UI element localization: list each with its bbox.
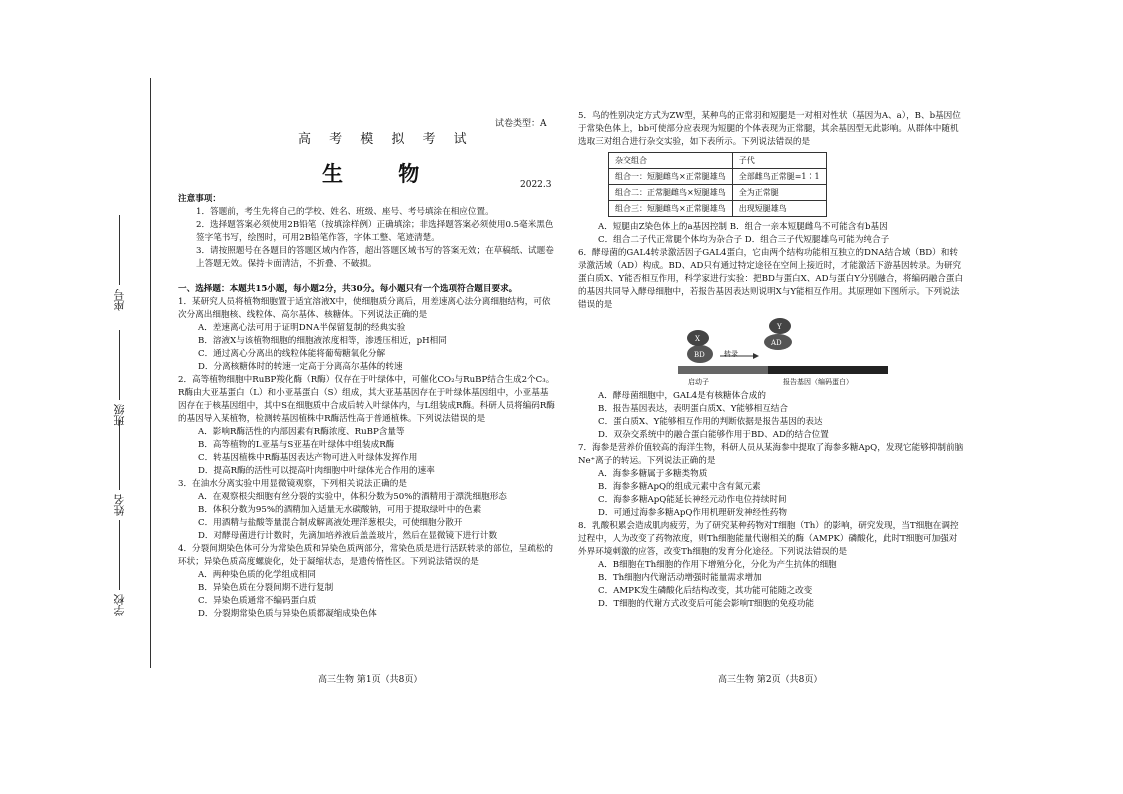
option: C．转基因植株中R酶基因表达产物可进入叶绿体发挥作用 bbox=[198, 453, 418, 463]
seat-underline bbox=[120, 215, 121, 285]
option: B．高等植物的L亚基与S亚基在叶绿体中组装成R酶 bbox=[198, 440, 395, 450]
option: C．海参多糖ApQ能延长神经元动作电位持续时间 bbox=[598, 495, 787, 505]
binding-line bbox=[150, 78, 151, 668]
option: C．AMPK发生磷酸化后结构改变，其功能可能随之改变 bbox=[598, 586, 813, 596]
question-stem: 3．在油水分离实验中用显微镜观察，下列相关说法正确的是 bbox=[178, 479, 407, 489]
section-heading: 一、选择题：本题共15小题，每小题2分，共30分。每小题只有一个选项符合题目要求。 bbox=[178, 284, 518, 294]
table-cell: 全为正常腿 bbox=[732, 185, 826, 201]
question-stem: 2．高等植物细胞中RuBP羧化酶（R酶）仅存在于叶绿体中，可催化CO₂与RuBP结合生成2个C₃。R酶由大亚基蛋白（L）和小亚基蛋白（S）组成，其大亚基基因存在于叶绿体基因组中，小亚基基因存在于核基因组中，其中S在细胞质中合成后转入叶绿体内，与L组装成R酶。科研人员将编码R酶的基因导入某植物，检测转基因植株中R酶活性高于普通植株。下列说法错误的是 bbox=[178, 375, 555, 424]
paper-type: 试卷类型：A bbox=[495, 119, 547, 129]
question-stem: 8．乳酸积累会造成肌肉疲劳，为了研究某种药物对T细胞（Th）的影响，研究发现，当T细胞在调控过程中，人为改变了药物浓度，则Th细胞能量代谢相关的酶（AMPK）磷酸化，此时T细胞可加强对外界环境刺激的应答，改变Th细胞的发育分化途径。下列说法错误的是 bbox=[578, 521, 959, 557]
question-stem: 5．鸟的性别决定方式为ZW型，某种鸟的正常羽和短腿是一对相对性状（基因为A、a），B、b基因位于常染色体上，bb可使部分应表现为短腿的个体表现为正常腿，其余基因型无此影响。从群体中随机选取三对组合进行杂交实验，如下表所示。下列说法错误的是 bbox=[578, 111, 961, 147]
cross-table bbox=[608, 152, 827, 217]
option: D．可通过海参多糖ApQ作用机理研发神经性药物 bbox=[598, 508, 787, 518]
table-row bbox=[609, 185, 827, 201]
y-label: Y bbox=[777, 323, 782, 331]
exam-date: 2022.3 bbox=[520, 180, 552, 190]
table-cell: 组合一：短腿雌鸟×正常腿雄鸟 bbox=[609, 169, 733, 185]
name-underline bbox=[120, 420, 121, 490]
class-label: 班级 bbox=[113, 404, 126, 426]
option: B．溶液X与该植物细胞的细胞液浓度相等，渗透压相近，pH相同 bbox=[198, 336, 447, 346]
school-label: 学校 bbox=[113, 594, 126, 616]
option: A．短腿由Z染色体上的a基因控制 B．组合一亲本短腿雌鸟不可能含有b基因 bbox=[598, 222, 888, 232]
option: A．酵母菌细胞中，GAL4是有核糖体合成的 bbox=[598, 391, 766, 401]
table-row bbox=[609, 169, 827, 185]
option: D．T细胞的代谢方式改变后可能会影响T细胞的免疫功能 bbox=[598, 599, 815, 609]
option: C．蛋白质X、Y能够相互作用的判断依据是报告基因的表达 bbox=[598, 417, 823, 427]
page-footer-left: 高三生物 第1页（共8页） bbox=[318, 675, 423, 685]
question-stem: 1．某研究人员将植物细胞置于适宜溶液X中，使细胞质分离后，用差速离心法分离细胞结构，可依次分离出细胞核、线粒体、高尔基体、核糖体。下列说法正确的是 bbox=[178, 297, 551, 320]
class-field bbox=[112, 330, 128, 426]
subject-title: 生 物 bbox=[322, 161, 444, 186]
table-cell: 组合二：正常腿雌鸟×短腿雄鸟 bbox=[609, 185, 733, 201]
reporter-gene-region bbox=[768, 366, 888, 374]
option: B．异染色质在分裂间期不进行复制 bbox=[198, 583, 334, 593]
reporter-gene-label: 报告基因（编码蛋白） bbox=[783, 378, 853, 386]
option: D．对酵母菌进行计数时，先滴加培养液后盖盖玻片，然后在显微镜下进行计数 bbox=[198, 531, 498, 541]
table-cell: 出现短腿雄鸟 bbox=[732, 201, 826, 217]
question-stem: 6．酵母菌的GAL4转录激活因子GAL4蛋白，它由两个结构功能相互独立的DNA结合域（BD）和转录激活域（AD）构成。BD、AD只有通过特定途径在空间上接近时，才能激活下游基因转录。为研究蛋白质X、Y能否相互作用，科学家进行实验：把BD与蛋白X、AD与蛋白Y分别融合，将编码融合蛋白的基因共同导入酵母细胞中，若报告基因表达则说明X与Y能相互作用。其原理如下图所示。下列说法错误的是 bbox=[578, 248, 964, 310]
notes-heading: 注意事项： bbox=[178, 194, 221, 204]
school-field bbox=[112, 520, 128, 616]
option: A．B细胞在Th细胞的作用下增殖分化，分化为产生抗体的细胞 bbox=[598, 560, 837, 570]
option: A．影响R酶活性的内部因素有R酶浓度、RuBP含量等 bbox=[198, 427, 405, 437]
right-page-body bbox=[578, 110, 964, 611]
option: D．分裂期常染色质与异染色质都凝缩成染色体 bbox=[198, 609, 377, 619]
class-underline bbox=[120, 330, 121, 400]
option: C．异染色质通常不编码蛋白质 bbox=[198, 596, 317, 606]
promoter-label: 启动子 bbox=[688, 378, 709, 386]
option: C．用酒精与盐酸等量混合制成解离液处理洋葱根尖，可使细胞分散开 bbox=[198, 518, 463, 528]
option: D．提高R酶的活性可以提高叶肉细胞中叶绿体光合作用的速率 bbox=[198, 466, 435, 476]
page-footer-right: 高三生物 第2页（共8页） bbox=[718, 675, 823, 685]
table-row bbox=[609, 201, 827, 217]
seat-field bbox=[112, 215, 128, 311]
question-stem: 4．分裂间期染色体可分为常染色质和异染色质两部分，常染色质是进行活跃转录的部位，呈疏松的环状；异染色质高度螺旋化，处于凝缩状态，是遗传惰性区。下列说法错误的是 bbox=[178, 544, 554, 567]
x-label: X bbox=[695, 335, 700, 343]
option: A．在观察根尖细胞有丝分裂的实验中，体积分数为50%的酒精用于漂洗细胞形态 bbox=[198, 492, 507, 502]
option: A．差速离心法可用于证明DNA半保留复制的经典实验 bbox=[198, 323, 406, 333]
note-item: 2．选择题答案必须使用2B铅笔（按填涂样例）正确填涂；非选择题答案必须使用0.5毫米黑色签字笔书写，绘图时，可用2B铅笔作答，字体工整、笔迹清楚。 bbox=[196, 220, 554, 243]
school-underline bbox=[120, 520, 121, 590]
left-page-body bbox=[178, 193, 556, 621]
name-label: 姓名 bbox=[113, 494, 126, 516]
note-item: 3．请按照题号在各题目的答题区域内作答，超出答题区域书写的答案无效；在草稿纸、试题卷上答题无效。保持卡面清洁，不折叠、不破损。 bbox=[196, 246, 554, 269]
option: C．组合二子代正常腿个体均为杂合子 D．组合三子代短腿雄鸟可能为纯合子 bbox=[598, 235, 890, 245]
promoter-region bbox=[678, 366, 768, 374]
question-stem: 7．海参是营养价值较高的海洋生物，科研人员从某海参中提取了海参多糖ApQ，发现它能够抑制前脑Ne⁺离子的转运。下列说法正确的是 bbox=[578, 443, 964, 466]
option: A．两种染色质的化学组成相同 bbox=[198, 570, 316, 580]
option: B．体积分数为95%的酒精加入适量无水碳酸钠，可用于提取绿叶中的色素 bbox=[198, 505, 482, 515]
option: C．通过离心分离出的线粒体能将葡萄糖氧化分解 bbox=[198, 349, 386, 359]
table-header: 杂交组合 bbox=[609, 153, 733, 169]
note-item: 1．答题前，考生先将自己的学校、姓名、班级、座号、考号填涂在相应位置。 bbox=[196, 207, 494, 217]
table-cell: 全部雌鸟正常腿=1∶1 bbox=[732, 169, 826, 185]
arrow-head bbox=[753, 353, 759, 359]
option: B．Th细胞内代谢活动增强时能量需求增加 bbox=[598, 573, 762, 583]
seat-label: 座号 bbox=[113, 289, 126, 311]
option: B．海参多糖ApQ的组成元素中含有氮元素 bbox=[598, 482, 761, 492]
ad-label: AD bbox=[771, 339, 782, 347]
table-header: 子代 bbox=[732, 153, 826, 169]
table-cell: 组合三：短腿雌鸟×正常腿雄鸟 bbox=[609, 201, 733, 217]
option: D．分离核糖体时的转速一定高于分离高尔基体的转速 bbox=[198, 362, 403, 372]
option: D．双杂交系统中的融合蛋白能够作用于BD、AD的结合位置 bbox=[598, 430, 829, 440]
two-hybrid-figure bbox=[658, 316, 898, 386]
bd-label: BD bbox=[694, 351, 705, 359]
option: B．报告基因表达，表明蛋白质X、Y能够相互结合 bbox=[598, 404, 788, 414]
transcription-label: 转录 bbox=[724, 350, 738, 358]
exam-title: 高 考 模 拟 考 试 bbox=[298, 132, 474, 147]
name-field bbox=[112, 420, 128, 516]
option: A．海参多糖属于多糖类物质 bbox=[598, 469, 708, 479]
